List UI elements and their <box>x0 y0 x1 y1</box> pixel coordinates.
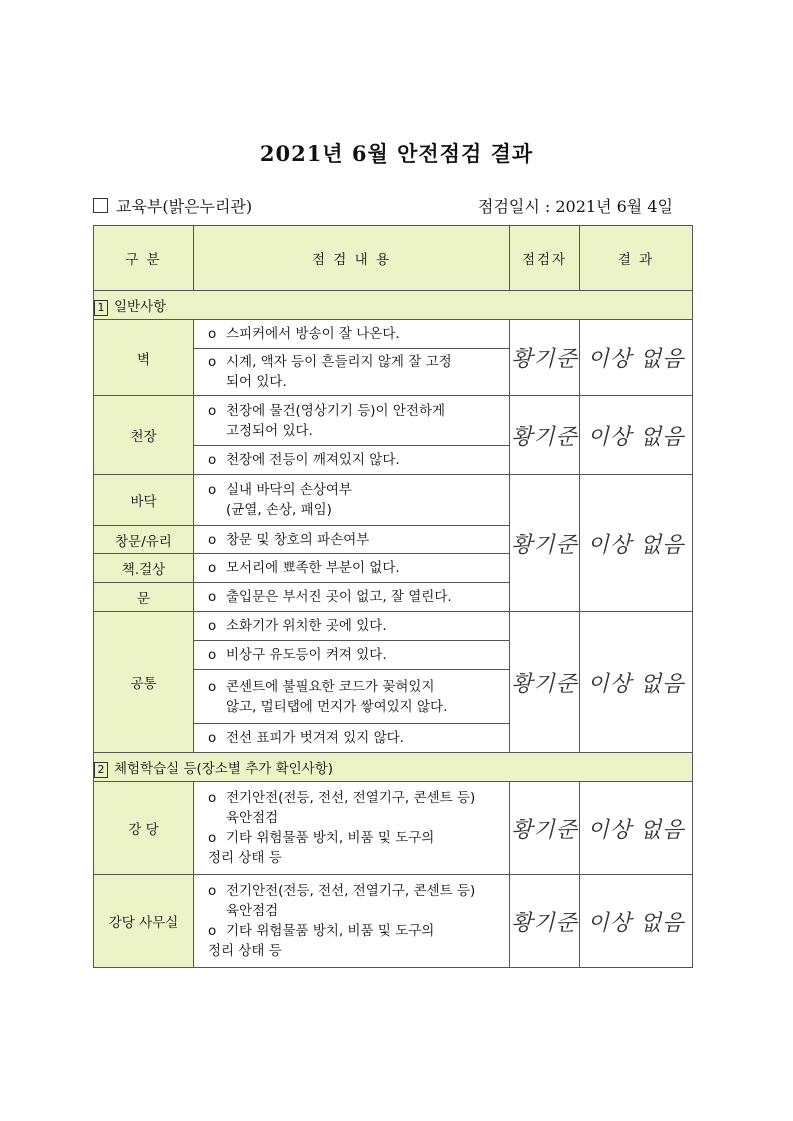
org-name: 교육부(밝은누리관) <box>116 197 253 216</box>
list-item: o 출입문은 부서진 곳이 없고, 잘 열린다. <box>194 583 510 612</box>
list-item: o 전기안전(전등, 전선, 전열기구, 콘센트 등) 육안점검 o 기타 위험물품 방치, 비품 및 도구의 정리 상태 등 <box>194 875 510 968</box>
inspector-signature: 황기준 <box>510 475 580 612</box>
table-header-row <box>94 226 693 291</box>
result-handwritten: 이상 없음 <box>580 396 693 475</box>
section-row <box>94 753 693 782</box>
inspector-signature: 황기준 <box>510 320 580 396</box>
category-ceiling: 천장 <box>94 396 194 475</box>
table-row <box>94 475 693 526</box>
list-item: o 창문 및 창호의 파손여부 <box>194 526 510 554</box>
result-handwritten: 이상 없음 <box>580 475 693 612</box>
list-item: o 콘센트에 불필요한 코드가 꽂혀있지 않고, 멀티탭에 먼지가 쌓여있지 않다. <box>194 670 510 724</box>
category-floor: 바닥 <box>94 475 194 526</box>
category-wall: 벽 <box>94 320 194 396</box>
category-window: 창문/유리 <box>94 526 194 554</box>
result-handwritten: 이상 없음 <box>580 782 693 875</box>
section-label: 일반사항 <box>114 298 167 315</box>
section-row <box>94 291 693 320</box>
inspector-signature: 황기준 <box>510 782 580 875</box>
list-item: o 시계, 액자 등이 흔들리지 않게 잘 고정 되어 있다. <box>194 349 510 396</box>
col-content: 점 검 내 용 <box>194 226 510 291</box>
inspector-signature: 황기준 <box>510 396 580 475</box>
checkbox-icon <box>93 198 108 213</box>
category-desk: 책.걸상 <box>94 554 194 583</box>
inspection-table <box>93 225 693 968</box>
section-label: 체험학습실 등(장소별 추가 확인사항) <box>114 760 334 777</box>
table-row <box>94 612 693 641</box>
col-inspector: 점검자 <box>510 226 580 291</box>
table-row <box>94 875 693 968</box>
list-item: o 천장에 전등이 깨져있지 않다. <box>194 446 510 475</box>
result-handwritten: 이상 없음 <box>580 612 693 753</box>
table-row <box>94 320 693 349</box>
inspector-signature: 황기준 <box>510 612 580 753</box>
col-category: 구 분 <box>94 226 194 291</box>
list-item: o 천장에 물건(영상기기 등)이 안전하게 고정되어 있다. <box>194 396 510 446</box>
result-handwritten: 이상 없음 <box>580 875 693 968</box>
page-title: 2021년 6월 안전점검 결과 <box>259 141 534 166</box>
list-item: o 소화기가 위치한 곳에 있다. <box>194 612 510 641</box>
list-item: o 스피커에서 방송이 잘 나온다. <box>194 320 510 349</box>
category-auditorium: 강 당 <box>94 782 194 875</box>
org-label <box>93 194 252 217</box>
col-result: 결 과 <box>580 226 693 291</box>
inspector-signature: 황기준 <box>510 875 580 968</box>
list-item: o 비상구 유도등이 켜져 있다. <box>194 641 510 670</box>
category-door: 문 <box>94 583 194 612</box>
category-common: 공통 <box>94 612 194 753</box>
table-row <box>94 396 693 446</box>
table-row <box>94 782 693 875</box>
result-handwritten: 이상 없음 <box>580 320 693 396</box>
section-number: 1 <box>94 300 108 316</box>
list-item: o 실내 바닥의 손상여부 (균열, 손상, 패임) <box>194 475 510 526</box>
inspection-date: 점검일시 : 2021년 6월 4일 <box>477 197 673 216</box>
list-item: o 전기안전(전등, 전선, 전열기구, 콘센트 등) 육안점검 o 기타 위험물품 방치, 비품 및 도구의 정리 상태 등 <box>194 782 510 875</box>
section-number: 2 <box>94 762 108 778</box>
category-auditorium-office: 강당 사무실 <box>94 875 194 968</box>
list-item: o 모서리에 뾰족한 부분이 없다. <box>194 554 510 583</box>
list-item: o 전선 표피가 벗겨져 있지 않다. <box>194 724 510 753</box>
